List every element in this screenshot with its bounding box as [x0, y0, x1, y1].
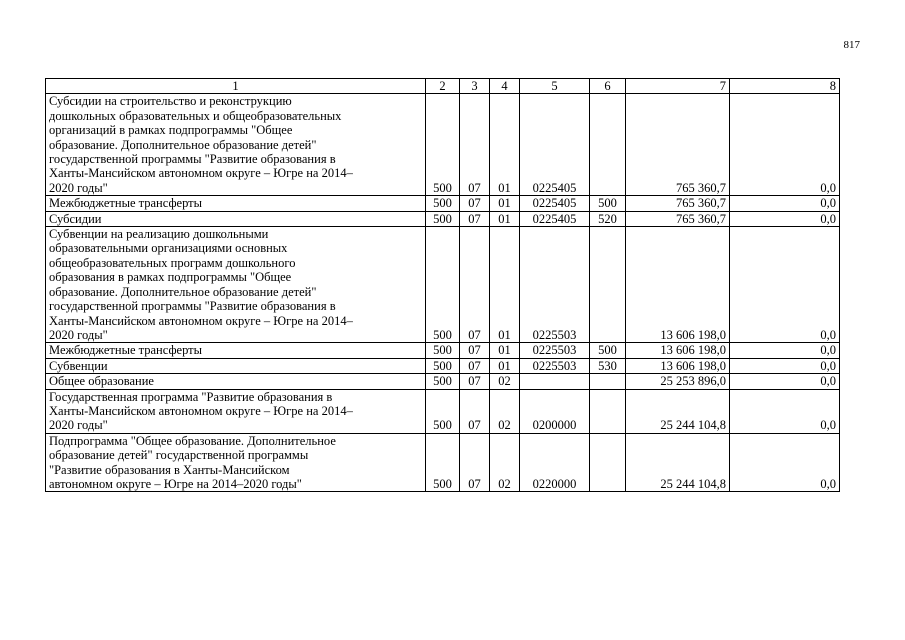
cell-amount: 765 360,7: [626, 94, 730, 196]
table-row: [46, 343, 840, 358]
description-line: 2020 годы": [49, 180, 108, 195]
description-line: Субсидии на строительство и реконструкцию: [49, 94, 292, 109]
cell-amount-2: 0,0: [730, 211, 840, 226]
header-col-4: 4: [490, 79, 520, 94]
description-line: Межбюджетные трансферты: [49, 343, 203, 358]
cell-section: 07: [460, 343, 490, 358]
cell-target-article: 0225405: [520, 94, 590, 196]
cell-description: [46, 343, 426, 358]
cell-expense-type: [590, 374, 626, 389]
cell-section: 07: [460, 374, 490, 389]
cell-description: [46, 94, 426, 196]
page-number: 817: [843, 39, 860, 51]
description-line: 2020 годы": [49, 418, 108, 433]
cell-amount: 13 606 198,0: [626, 358, 730, 373]
description-line: "Развитие образования в Ханты-Мансийском: [49, 462, 290, 477]
cell-subsection: 01: [490, 358, 520, 373]
description-line: автономном округе – Югре на 2014–2020 годы": [49, 476, 302, 491]
cell-section: 07: [460, 358, 490, 373]
cell-section: 07: [460, 196, 490, 211]
header-col-2: 2: [426, 79, 460, 94]
description-line: Государственная программа "Развитие образования в: [49, 389, 333, 404]
cell-subsection: 01: [490, 94, 520, 196]
cell-amount-2: 0,0: [730, 433, 840, 492]
cell-target-article: 0225405: [520, 196, 590, 211]
cell-expense-type: 520: [590, 211, 626, 226]
cell-section: 07: [460, 389, 490, 433]
description-line: государственной программы "Развитие образования в: [49, 299, 336, 314]
cell-admin-code: 500: [426, 343, 460, 358]
header-col-5: 5: [520, 79, 590, 94]
cell-section: 07: [460, 227, 490, 343]
header-col-7: 7: [626, 79, 730, 94]
table-row: [46, 433, 840, 492]
header-col-8: 8: [730, 79, 840, 94]
table-row: [46, 94, 840, 196]
cell-amount-2: 0,0: [730, 343, 840, 358]
cell-admin-code: 500: [426, 196, 460, 211]
description-line: образовательными организациями основных: [49, 241, 288, 256]
table-row: [46, 227, 840, 343]
description-line: образование. Дополнительное образование детей": [49, 137, 317, 152]
cell-expense-type: [590, 433, 626, 492]
cell-amount: 13 606 198,0: [626, 227, 730, 343]
description-line: Субвенции: [49, 358, 108, 373]
cell-description: [46, 433, 426, 492]
cell-expense-type: 530: [590, 358, 626, 373]
cell-target-article: 0200000: [520, 389, 590, 433]
cell-subsection: 01: [490, 211, 520, 226]
cell-section: 07: [460, 94, 490, 196]
cell-subsection: 02: [490, 374, 520, 389]
cell-amount: 25 244 104,8: [626, 389, 730, 433]
description-line: Субсидии: [49, 211, 102, 226]
cell-description: [46, 374, 426, 389]
table-row: [46, 196, 840, 211]
cell-subsection: 02: [490, 433, 520, 492]
cell-target-article: 0225503: [520, 343, 590, 358]
cell-admin-code: 500: [426, 211, 460, 226]
cell-section: 07: [460, 211, 490, 226]
description-line: общеобразовательных программ дошкольного: [49, 255, 296, 270]
cell-amount: 13 606 198,0: [626, 343, 730, 358]
cell-description: [46, 358, 426, 373]
budget-table: [45, 78, 840, 492]
description-line: Общее образование: [49, 374, 154, 389]
cell-description: [46, 227, 426, 343]
cell-amount: 25 253 896,0: [626, 374, 730, 389]
header-col-3: 3: [460, 79, 490, 94]
cell-target-article: 0225405: [520, 211, 590, 226]
description-line: Межбюджетные трансферты: [49, 196, 203, 211]
cell-description: [46, 196, 426, 211]
description-line: дошкольных образовательных и общеобразовательных: [49, 108, 342, 123]
description-line: образование детей" государственной программы: [49, 448, 309, 463]
cell-amount-2: 0,0: [730, 374, 840, 389]
table-row: [46, 211, 840, 226]
table-row: [46, 358, 840, 373]
cell-target-article: 0225503: [520, 358, 590, 373]
header-col-6: 6: [590, 79, 626, 94]
cell-subsection: 01: [490, 227, 520, 343]
cell-subsection: 02: [490, 389, 520, 433]
description-line: Ханты-Мансийском автономном округе – Югре на 2014–: [49, 166, 353, 181]
description-line: организаций в рамках подпрограммы "Общее: [49, 123, 293, 138]
cell-expense-type: 500: [590, 343, 626, 358]
description-line: Ханты-Мансийском автономном округе – Югре на 2014–: [49, 313, 353, 328]
cell-amount-2: 0,0: [730, 227, 840, 343]
cell-description: [46, 389, 426, 433]
cell-amount-2: 0,0: [730, 196, 840, 211]
cell-amount-2: 0,0: [730, 94, 840, 196]
cell-amount-2: 0,0: [730, 358, 840, 373]
table-row: [46, 389, 840, 433]
cell-expense-type: [590, 227, 626, 343]
cell-subsection: 01: [490, 343, 520, 358]
cell-amount-2: 0,0: [730, 389, 840, 433]
description-line: Ханты-Мансийском автономном округе – Югре на 2014–: [49, 403, 353, 418]
cell-expense-type: [590, 389, 626, 433]
cell-section: 07: [460, 433, 490, 492]
cell-expense-type: [590, 94, 626, 196]
cell-subsection: 01: [490, 196, 520, 211]
description-line: Субвенции на реализацию дошкольными: [49, 227, 269, 242]
cell-amount: 765 360,7: [626, 196, 730, 211]
cell-admin-code: 500: [426, 94, 460, 196]
table-body: [46, 79, 840, 492]
cell-amount: 765 360,7: [626, 211, 730, 226]
description-line: государственной программы "Развитие образования в: [49, 152, 336, 167]
cell-description: [46, 211, 426, 226]
cell-admin-code: 500: [426, 227, 460, 343]
cell-target-article: 0225503: [520, 227, 590, 343]
cell-amount: 25 244 104,8: [626, 433, 730, 492]
cell-admin-code: 500: [426, 389, 460, 433]
table-header-row: [46, 79, 840, 94]
cell-admin-code: 500: [426, 374, 460, 389]
description-line: образования в рамках подпрограммы "Общее: [49, 270, 292, 285]
description-line: образование. Дополнительное образование детей": [49, 284, 317, 299]
header-col-1: 1: [46, 79, 426, 94]
description-line: 2020 годы": [49, 327, 108, 342]
cell-target-article: [520, 374, 590, 389]
table-row: [46, 374, 840, 389]
description-line: Подпрограмма "Общее образование. Дополнительное: [49, 433, 336, 448]
cell-admin-code: 500: [426, 358, 460, 373]
cell-target-article: 0220000: [520, 433, 590, 492]
cell-expense-type: 500: [590, 196, 626, 211]
cell-admin-code: 500: [426, 433, 460, 492]
